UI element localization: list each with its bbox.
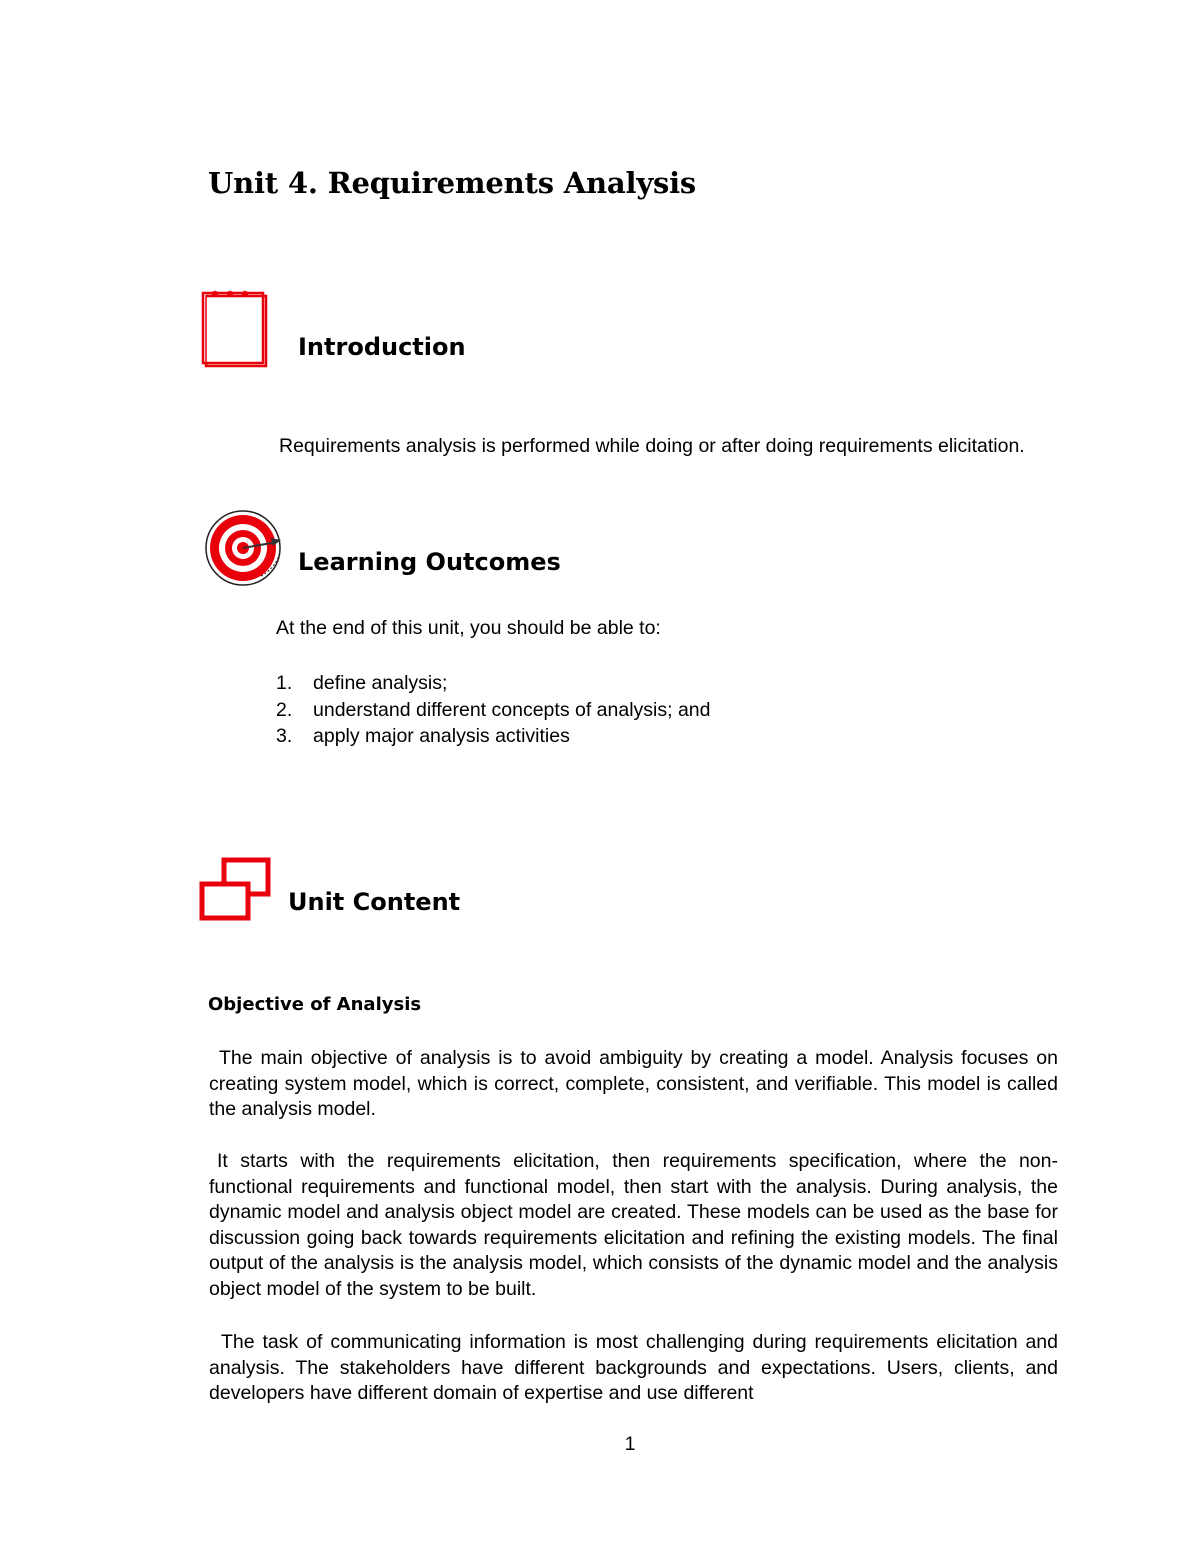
- list-item-number: 3.: [276, 725, 293, 747]
- page-title: Unit 4. Requirements Analysis: [208, 166, 697, 200]
- introduction-paragraph: [209, 434, 1058, 460]
- target-icon: [203, 508, 287, 592]
- list-item-number: 1.: [276, 672, 293, 694]
- notepad-icon: [198, 284, 272, 372]
- introduction-text: Requirements analysis is performed while doing or after doing requirements elicitation.: [279, 435, 1025, 457]
- page-number: 1: [624, 1433, 636, 1455]
- content-paragraph-text: It starts with the requirements elicitation, then requirements specification, where the non-functional requirements and functional model, then start with the analysis. During analysis, the dynamic model and analysis object model are created. These models can be used as the base for discussion going back towards requirements elicitation and refining the existing models. The final output of the analysis is the analysis model, which consists of the dynamic model and the analysis object model of the system to be built.: [209, 1150, 1058, 1300]
- outcomes-list: [276, 670, 710, 750]
- content-paragraph: [209, 1330, 1058, 1407]
- list-item-text: define analysis;: [313, 672, 448, 694]
- introduction-heading: Introduction: [298, 333, 466, 361]
- list-item-number: 2.: [276, 698, 293, 721]
- list-item: [276, 697, 710, 724]
- content-paragraph: [209, 1149, 1058, 1302]
- content-paragraph-text: The task of communicating information is most challenging during requirements elicitation and analysis. The stakeholders have different backgrounds and expectations. Users, clients, and developers have different domain of expertise and use different: [209, 1331, 1058, 1404]
- list-item-text: understand different concepts of analysis; and: [313, 698, 711, 721]
- content-paragraph: [209, 1046, 1058, 1123]
- content-paragraph-text: The main objective of analysis is to avoid ambiguity by creating a model. Analysis focuses on creating system model, which is correct, complete, consistent, and verifiable. This model is called the analysis model.: [209, 1047, 1058, 1120]
- unit-content-heading: Unit Content: [288, 888, 461, 916]
- list-item: [276, 723, 710, 750]
- list-item-text: apply major analysis activities: [313, 725, 570, 747]
- overlapping-windows-icon: [197, 854, 277, 926]
- learning-outcomes-heading: Learning Outcomes: [298, 548, 561, 576]
- outcomes-lead-text: At the end of this unit, you should be able to:: [276, 617, 661, 639]
- list-item: [276, 670, 710, 697]
- objective-of-analysis-heading: Objective of Analysis: [208, 994, 422, 1015]
